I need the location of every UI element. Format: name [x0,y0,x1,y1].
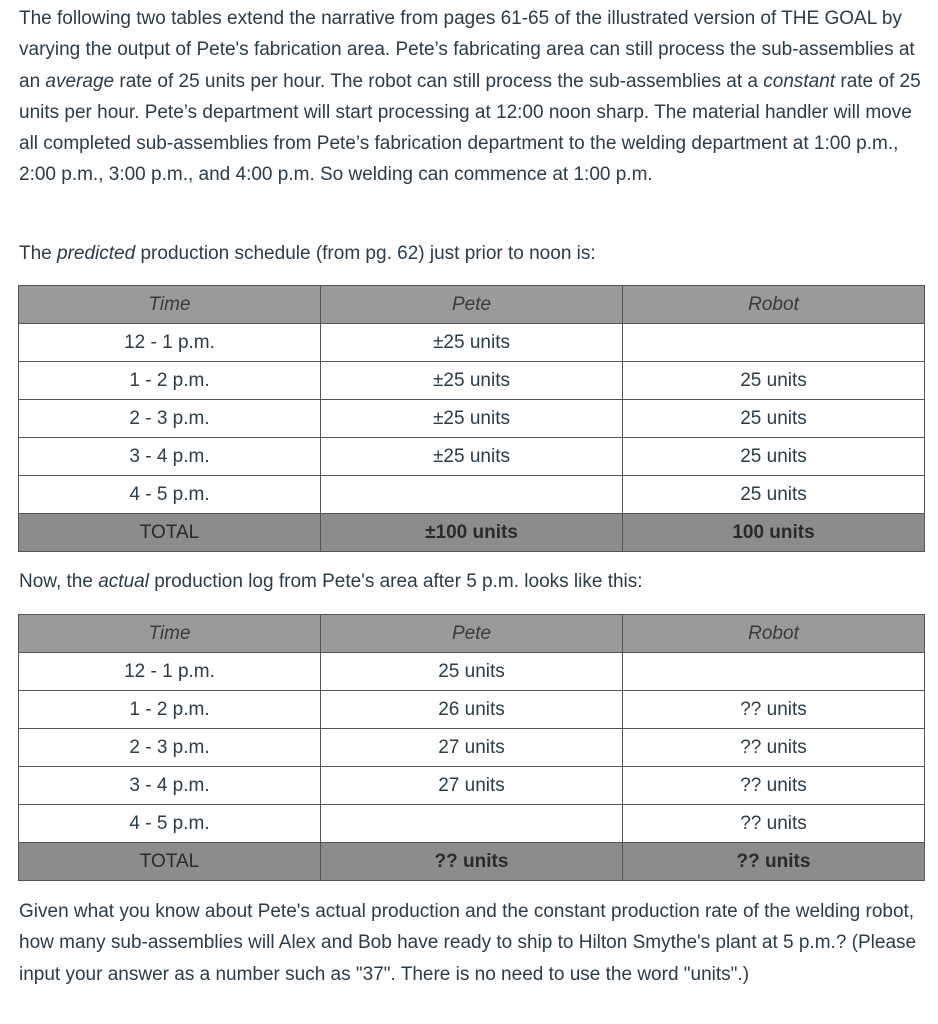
table-row [19,653,925,691]
cell-time: 1 - 2 p.m. [19,362,321,400]
table-row [19,729,925,767]
table-total-row [19,514,925,552]
intro-text-c: rate of 25 units per hour. Pete’s department will start processing at 12:00 noon sharp. The material handler will move all completed sub-assemblies from Pete’s fabrication department to the welding department at 1:00 p.m., 2:00 p.m., 3:00 p.m., and 4:00 p.m. So welding can commence at 1:00 p.m. [19,70,921,186]
header-robot: Robot [623,615,925,653]
table-row [19,691,925,729]
cell-pete [321,805,623,843]
cell-robot: ?? units [623,729,925,767]
cell-pete: ±25 units [321,324,623,362]
table-row [19,438,925,476]
actual-caption-emphasis: actual [98,571,149,592]
question-paragraph: Given what you know about Pete's actual production and the constant production rate of the welding robot, how many sub-assemblies will Alex and Bob have ready to ship to Hilton Smythe's plant at 5 p.m.? (Please input your answer as a number such as "37". There is no need to use the word "units".) [19,901,917,985]
predicted-caption [19,238,924,269]
actual-caption-a: Now, the [19,571,99,592]
cell-pete: 26 units [321,691,623,729]
table-row [19,805,925,843]
total-pete: ?? units [321,843,623,881]
cell-pete: ±25 units [321,400,623,438]
total-robot: ?? units [623,843,925,881]
cell-time: 1 - 2 p.m. [19,691,321,729]
table-row [19,324,925,362]
table-header-row [19,615,925,653]
cell-robot: ?? units [623,691,925,729]
table-total-row [19,843,925,881]
predicted-caption-b: production schedule (from pg. 62) just prior to noon is: [135,243,596,264]
cell-robot: 25 units [623,362,925,400]
actual-log-table [18,614,925,881]
intro-text-a: The following two tables extend the narrative from pages 61-65 of the illustrated version of THE GOAL by varying the output of Pete's fabrication area. Pete’s fabricating area can still process the sub-assemblies at an [19,8,915,92]
table-row [19,400,925,438]
header-pete: Pete [321,615,623,653]
cell-time: 2 - 3 p.m. [19,729,321,767]
predicted-caption-a: The [19,243,58,264]
cell-robot [623,324,925,362]
total-label: TOTAL [19,514,321,552]
actual-caption-b: production log from Pete's area after 5 p.m. looks like this: [148,571,643,592]
cell-time: 12 - 1 p.m. [19,653,321,691]
header-time: Time [19,615,321,653]
intro-text-b: rate of 25 units per hour. The robot can still process the sub-assemblies at a [114,70,764,92]
cell-robot: 25 units [623,438,925,476]
cell-time: 3 - 4 p.m. [19,767,321,805]
header-time: Time [19,286,321,324]
cell-time: 4 - 5 p.m. [19,476,321,514]
cell-robot: ?? units [623,767,925,805]
table-row [19,767,925,805]
cell-pete: ±25 units [321,438,623,476]
predicted-schedule-table [18,285,925,552]
cell-robot: ?? units [623,805,925,843]
total-robot: 100 units [623,514,925,552]
table-row [19,476,925,514]
intro-emphasis-constant: constant [763,70,836,92]
cell-robot: 25 units [623,400,925,438]
intro-emphasis-average: average [45,70,115,92]
cell-robot [623,653,925,691]
table-header-row [19,286,925,324]
table-row [19,362,925,400]
cell-pete: ±25 units [321,362,623,400]
cell-time: 4 - 5 p.m. [19,805,321,843]
cell-pete: 25 units [321,653,623,691]
cell-time: 3 - 4 p.m. [19,438,321,476]
total-label: TOTAL [19,843,321,881]
predicted-caption-emphasis: predicted [57,243,136,264]
total-pete: ±100 units [321,514,623,552]
actual-caption [19,566,924,597]
cell-robot: 25 units [623,476,925,514]
cell-pete: 27 units [321,767,623,805]
cell-time: 2 - 3 p.m. [19,400,321,438]
cell-pete: 27 units [321,729,623,767]
header-pete: Pete [321,286,623,324]
intro-paragraph [19,3,924,191]
cell-time: 12 - 1 p.m. [19,324,321,362]
header-robot: Robot [623,286,925,324]
cell-pete [321,476,623,514]
